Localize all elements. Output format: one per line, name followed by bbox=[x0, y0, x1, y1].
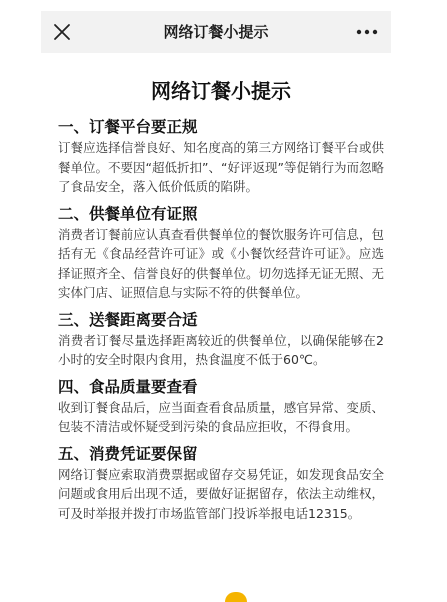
section-receipt bbox=[58, 443, 384, 524]
article bbox=[58, 76, 384, 529]
decorative-accent bbox=[225, 592, 247, 602]
article-title: 网络订餐小提示 bbox=[151, 79, 291, 103]
more-button[interactable] bbox=[351, 19, 383, 45]
close-icon bbox=[49, 19, 75, 45]
section-body: 消费者订餐尽量选择距离较近的供餐单位，以确保能够在2小时的安全时限内食用，热食温度不低于60℃。 bbox=[58, 332, 384, 367]
close-button[interactable] bbox=[49, 19, 75, 45]
section-platform bbox=[58, 116, 384, 197]
navigation-bar bbox=[41, 11, 391, 53]
section-body: 消费者订餐前应认真查看供餐单位的餐饮服务许可信息，包括有无《食品经营许可证》或《小餐饮经营许可证》。应选择证照齐全、信誉良好的供餐单位。切勿选择无证无照、无实体门店、证照信息与实际不符的供餐单位。 bbox=[58, 226, 384, 300]
section-heading: 二、供餐单位有证照 bbox=[58, 204, 198, 223]
section-heading: 四、食品质量要查看 bbox=[58, 377, 198, 396]
section-body: 订餐应选择信誉良好、知名度高的第三方网络订餐平台或供餐单位。不要因“超低折扣”、“好评返现”等促销行为而忽略了食品安全，落入低价低质的陷阱。 bbox=[58, 140, 384, 194]
section-body: 网络订餐应索取消费票据或留存交易凭证，如发现食品安全问题或食用后出现不适，要做好证据留存，依法主动维权，可及时举报并拨打市场监管部门投诉举报电话12315。 bbox=[58, 466, 384, 521]
section-heading: 三、送餐距离要合适 bbox=[58, 310, 198, 329]
section-license bbox=[58, 203, 384, 303]
section-distance bbox=[58, 309, 384, 370]
section-quality bbox=[58, 376, 384, 437]
section-heading: 一、订餐平台要正规 bbox=[58, 118, 198, 136]
more-horizontal-icon bbox=[351, 19, 383, 45]
nav-title: 网络订餐小提示 bbox=[163, 23, 269, 41]
section-heading: 五、消费凭证要保留 bbox=[58, 444, 198, 463]
section-body: 收到订餐食品后，应当面查看食品质量，感官异常、变质、包装不清洁或怀疑受到污染的食品应拒收，不得食用。 bbox=[58, 399, 384, 434]
